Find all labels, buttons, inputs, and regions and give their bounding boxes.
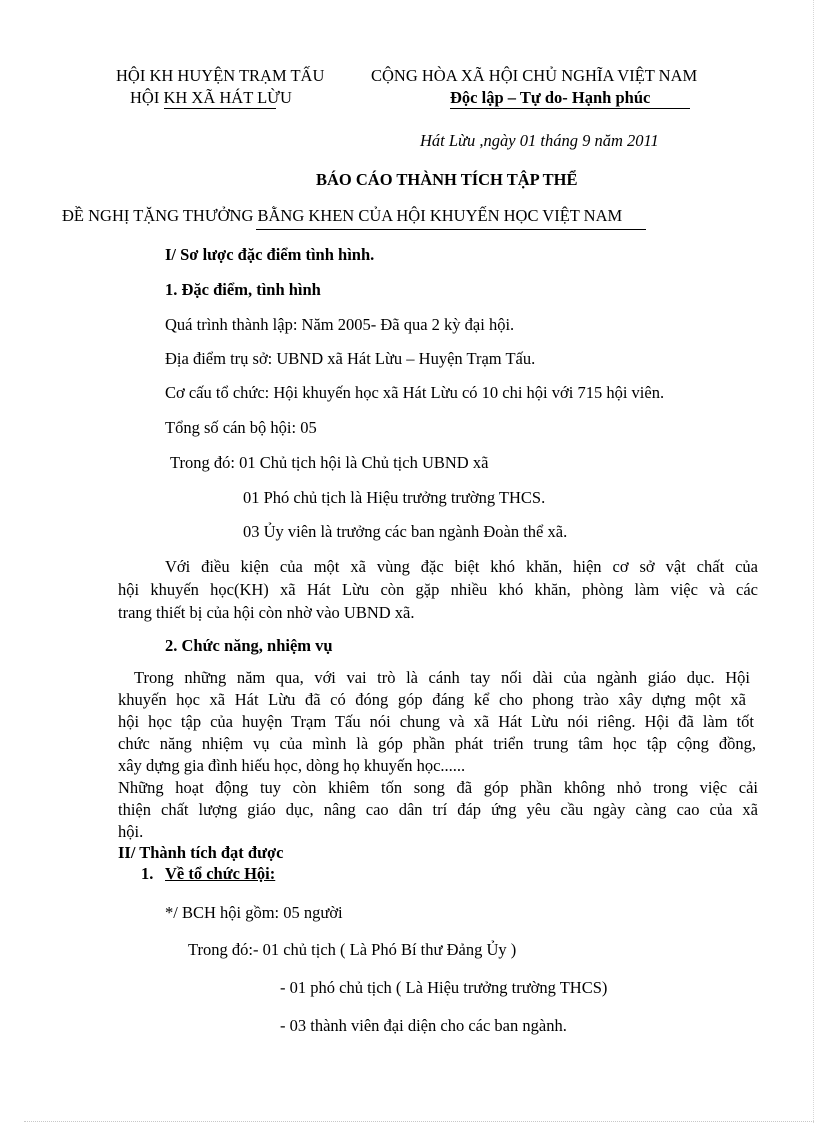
staff-detail-2: 01 Phó chủ tịch là Hiệu trưởng trường THCS. [243, 488, 546, 507]
staff-detail-1: Trong đó: 01 Chủ tịch hội là Chủ tịch UBND xã [170, 453, 489, 472]
subtitle-underline [256, 229, 646, 230]
duty-line-5: xây dựng gia đình hiếu học, dòng họ khuyến học...... [118, 756, 466, 775]
section-1-heading: I/ Sơ lược đặc điểm tình hình. [165, 245, 375, 264]
section-2-heading: II/ Thành tích đạt được [118, 843, 284, 862]
duty-line-4: chức năng nhiệm vụ của mình là góp phần phát triển trung tâm học tập cộng đồng, [118, 734, 756, 753]
staff-total: Tổng số cán bộ hội: 05 [165, 418, 317, 437]
section-2-sub-1-number: 1. [141, 864, 154, 883]
org-line-2: HỘI KH XÃ HÁT LỪU [130, 88, 292, 107]
conditions-line-2: hội khuyến học(KH) xã Hát Lừu còn gặp nhiều khó khăn, phòng làm việc và các [118, 580, 758, 599]
conditions-line-3: trang thiết bị của hội còn nhờ vào UBND xã. [118, 603, 415, 622]
section-1-sub-1: 1. Đặc điểm, tình hình [165, 280, 321, 299]
bch-detail-3: - 03 thành viên đại diện cho các ban ngành. [280, 1016, 567, 1035]
org-line-1: HỘI KH HUYỆN TRẠM TẤU [116, 66, 325, 85]
staff-detail-3: 03 Ủy viên là trưởng các ban ngành Đoàn thể xã. [243, 522, 568, 541]
bch-summary: */ BCH hội gồm: 05 người [165, 903, 343, 922]
structure-info: Cơ cấu tổ chức: Hội khuyến học xã Hát Lừu có 10 chi hội với 715 hội viên. [165, 383, 665, 402]
conditions-line-1: Với điều kiện của một xã vùng đặc biệt khó khăn, hiện cơ sở vật chất của [165, 557, 758, 576]
motto-underline [450, 108, 690, 109]
section-1-sub-2: 2. Chức năng, nhiệm vụ [165, 636, 333, 655]
duty-line-3: hội học tập của huyện Trạm Tấu nói chung và xã Hát Lừu nói riêng. Hội đã làm tốt [118, 712, 754, 731]
report-subtitle: ĐỀ NGHỊ TẶNG THƯỞNG BẰNG KHEN CỦA HỘI KHUYẾN HỌC VIỆT NAM [62, 206, 623, 225]
section-2-sub-1-title: Về tổ chức Hội: [165, 864, 276, 883]
bch-detail-2: - 01 phó chủ tịch ( Là Hiệu trưởng trường THCS) [280, 978, 608, 997]
page-bottom-border [24, 1121, 814, 1122]
duty-line-7: thiện chất lượng giáo dục, nâng cao dân trí đáp ứng yêu cầu ngày càng cao của xã [118, 800, 758, 819]
duty-line-1: Trong những năm qua, với vai trò là cánh tay nối dài của ngành giáo dục. Hội [134, 668, 750, 687]
national-motto: Độc lập – Tự do- Hạnh phúc [450, 88, 651, 107]
country-name: CỘNG HÒA XÃ HỘI CHỦ NGHĨA VIỆT NAM [371, 66, 698, 85]
org-underline [164, 108, 276, 109]
location-info: Địa điểm trụ sở: UBND xã Hát Lừu – Huyện Trạm Tấu. [165, 349, 536, 368]
founding-info: Quá trình thành lập: Năm 2005- Đã qua 2 kỳ đại hội. [165, 315, 515, 334]
place-date: Hát Lừu ,ngày 01 tháng 9 năm 2011 [420, 131, 659, 150]
bch-detail-1: Trong đó:- 01 chủ tịch ( Là Phó Bí thư Đảng Ủy ) [188, 940, 517, 959]
duty-line-8: hội. [118, 822, 144, 841]
page-right-border [813, 0, 814, 1123]
report-title: BÁO CÁO THÀNH TÍCH TẬP THỂ [316, 170, 578, 189]
duty-line-2: khuyến học xã Hát Lừu đã có đóng góp đáng kể cho phong trào xây dựng một xã [118, 690, 746, 709]
duty-line-6: Những hoạt động tuy còn khiêm tốn song đã góp phần không nhỏ trong việc cải [118, 778, 758, 797]
